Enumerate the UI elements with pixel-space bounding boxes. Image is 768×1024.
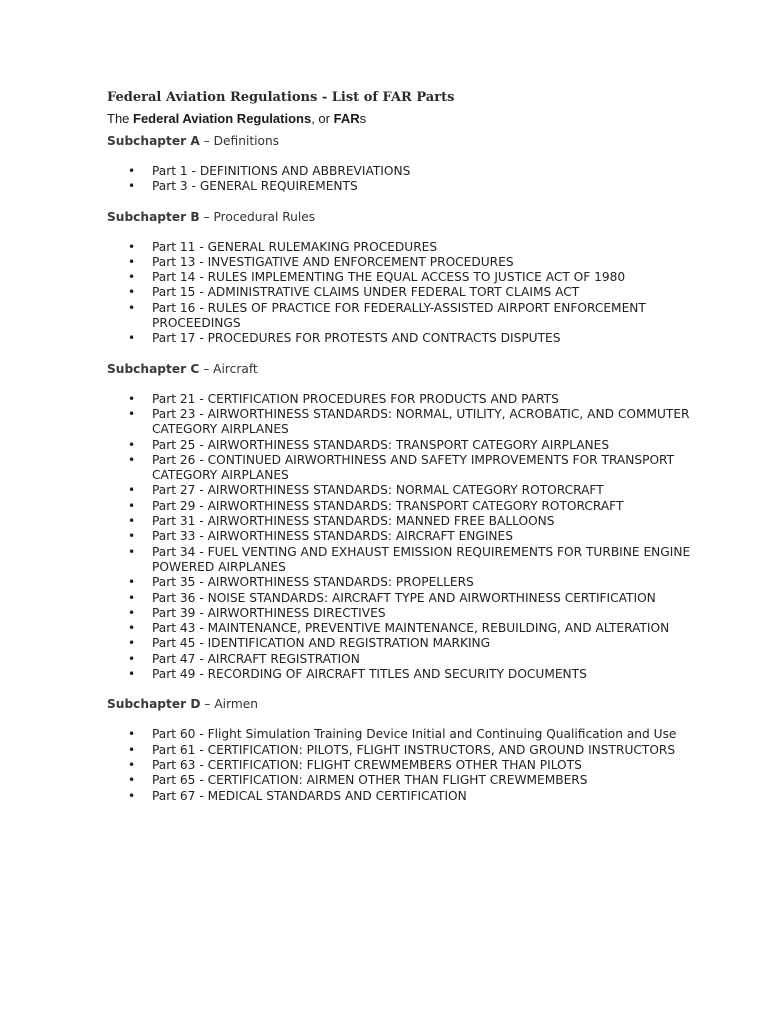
list-item: • Part 45 - IDENTIFICATION AND REGISTRATION MARKING bbox=[107, 636, 707, 651]
subchapter-separator: – bbox=[200, 697, 215, 712]
list-item: • Part 16 - RULES OF PRACTICE FOR FEDERALLY-ASSISTED AIRPORT ENFORCEMENT PROCEEDINGS bbox=[107, 301, 707, 332]
subchapter-label: Subchapter A bbox=[107, 134, 200, 148]
list-item: • Part 1 - DEFINITIONS AND ABBREVIATIONS bbox=[107, 164, 707, 179]
list-item: • Part 63 - CERTIFICATION: FLIGHT CREWMEMBERS OTHER THAN PILOTS bbox=[107, 758, 707, 773]
intro-bold-abbr: FAR bbox=[333, 111, 360, 126]
list-item: • Part 36 - NOISE STANDARDS: AIRCRAFT TYPE AND AIRWORTHINESS CERTIFICATION bbox=[107, 591, 707, 606]
intro-suffix: s bbox=[359, 111, 367, 126]
document-title: Federal Aviation Regulations - List of FAR Parts bbox=[107, 90, 455, 105]
subchapter-list bbox=[107, 130, 707, 804]
subchapter-heading bbox=[107, 358, 707, 380]
intro-middle: , or bbox=[311, 111, 334, 126]
list-item: • Part 31 - AIRWORTHINESS STANDARDS: MANNED FREE BALLOONS bbox=[107, 514, 707, 529]
list-item: • Part 49 - RECORDING OF AIRCRAFT TITLES AND SECURITY DOCUMENTS bbox=[107, 667, 707, 682]
list-item: • Part 47 - AIRCRAFT REGISTRATION bbox=[107, 652, 707, 667]
subchapter-label: Subchapter B bbox=[107, 209, 200, 224]
document-body bbox=[107, 88, 707, 815]
subchapter-label: Subchapter D bbox=[107, 697, 201, 712]
list-item: • Part 11 - GENERAL RULEMAKING PROCEDURES bbox=[107, 240, 707, 255]
parts-list bbox=[107, 240, 707, 347]
list-item: • Part 26 - CONTINUED AIRWORTHINESS AND SAFETY IMPROVEMENTS FOR TRANSPORT CATEGORY AIRPLANES bbox=[107, 453, 707, 484]
intro-line bbox=[107, 108, 707, 130]
list-item: • Part 35 - AIRWORTHINESS STANDARDS: PROPELLERS bbox=[107, 575, 707, 590]
list-item: • Part 27 - AIRWORTHINESS STANDARDS: NORMAL CATEGORY ROTORCRAFT bbox=[107, 483, 707, 498]
subchapter-separator: – bbox=[199, 134, 214, 148]
list-item: • Part 67 - MEDICAL STANDARDS AND CERTIFICATION bbox=[107, 789, 707, 804]
subchapter-separator: – bbox=[199, 209, 214, 224]
subchapter-separator: – bbox=[199, 361, 214, 376]
list-item: • Part 23 - AIRWORTHINESS STANDARDS: NORMAL, UTILITY, ACROBATIC, AND COMMUTER CATEGORY AIRPLANES bbox=[107, 407, 707, 438]
subchapter-name: Airmen bbox=[214, 697, 258, 712]
list-item: • Part 13 - INVESTIGATIVE AND ENFORCEMENT PROCEDURES bbox=[107, 255, 707, 270]
list-item: • Part 17 - PROCEDURES FOR PROTESTS AND CONTRACTS DISPUTES bbox=[107, 331, 707, 346]
intro-bold-name: Federal Aviation Regulations bbox=[133, 111, 312, 126]
list-item: • Part 21 - CERTIFICATION PROCEDURES FOR PRODUCTS AND PARTS bbox=[107, 392, 707, 407]
subchapter-label: Subchapter C bbox=[107, 361, 200, 376]
list-item: • Part 15 - ADMINISTRATIVE CLAIMS UNDER FEDERAL TORT CLAIMS ACT bbox=[107, 285, 707, 300]
list-item: • Part 65 - CERTIFICATION: AIRMEN OTHER THAN FLIGHT CREWMEMBERS bbox=[107, 773, 707, 788]
list-item: • Part 61 - CERTIFICATION: PILOTS, FLIGHT INSTRUCTORS, AND GROUND INSTRUCTORS bbox=[107, 743, 707, 758]
subchapter-heading bbox=[107, 693, 707, 715]
list-item: • Part 29 - AIRWORTHINESS STANDARDS: TRANSPORT CATEGORY ROTORCRAFT bbox=[107, 499, 707, 514]
intro-prefix: The bbox=[107, 111, 134, 126]
list-item: • Part 3 - GENERAL REQUIREMENTS bbox=[107, 179, 707, 194]
subchapter-heading bbox=[107, 130, 707, 152]
parts-list bbox=[107, 392, 707, 683]
parts-list bbox=[107, 164, 707, 195]
list-item: • Part 25 - AIRWORTHINESS STANDARDS: TRANSPORT CATEGORY AIRPLANES bbox=[107, 438, 707, 453]
list-item: • Part 14 - RULES IMPLEMENTING THE EQUAL ACCESS TO JUSTICE ACT OF 1980 bbox=[107, 270, 707, 285]
list-item: • Part 43 - MAINTENANCE, PREVENTIVE MAINTENANCE, REBUILDING, AND ALTERATION bbox=[107, 621, 707, 636]
subchapter-name: Procedural Rules bbox=[213, 209, 316, 224]
list-item: • Part 34 - FUEL VENTING AND EXHAUST EMISSION REQUIREMENTS FOR TURBINE ENGINE POWERED AIRPLANES bbox=[107, 545, 707, 576]
list-item: • Part 60 - Flight Simulation Training Device Initial and Continuing Qualification and Use bbox=[107, 727, 707, 742]
parts-list bbox=[107, 727, 707, 803]
list-item: • Part 33 - AIRWORTHINESS STANDARDS: AIRCRAFT ENGINES bbox=[107, 529, 707, 544]
list-item: • Part 39 - AIRWORTHINESS DIRECTIVES bbox=[107, 606, 707, 621]
subchapter-heading bbox=[107, 206, 707, 228]
subchapter-name: Aircraft bbox=[213, 361, 258, 376]
subchapter-name: Definitions bbox=[213, 134, 280, 148]
